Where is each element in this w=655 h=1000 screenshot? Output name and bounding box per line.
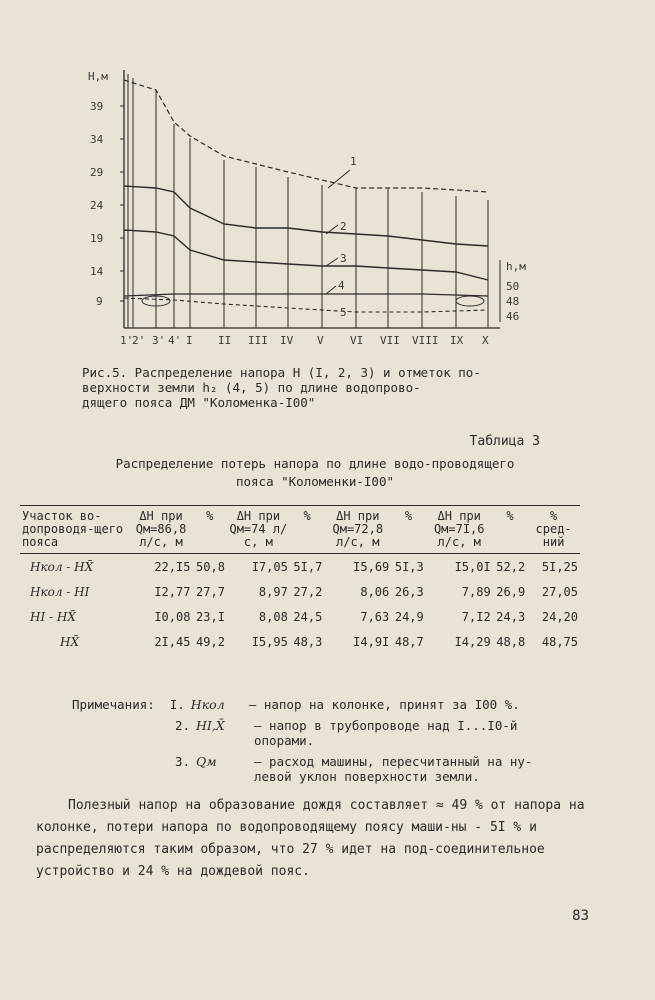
col-header-pct: % xyxy=(303,509,311,523)
x-tick: 3' xyxy=(152,334,166,347)
col-header-section: Участок во-допроводя-щего пояса xyxy=(22,509,124,549)
cell: 48,75 xyxy=(541,634,578,649)
x-tick: 1' xyxy=(120,334,134,347)
curve-label: 5 xyxy=(340,306,347,319)
curve-label: 1 xyxy=(350,155,357,168)
table-number: Таблица 3 xyxy=(469,434,540,449)
cell: 49,2 xyxy=(196,634,225,649)
y-tick: 9 xyxy=(96,295,103,308)
cell: I5,95 xyxy=(251,634,288,649)
cell: 23,I xyxy=(196,609,225,624)
col-header-q3: ΔH при Qм=72,8 л/с, м xyxy=(332,509,384,549)
col-header-q2: ΔH при Qм=74 л/с, м xyxy=(229,509,288,549)
figure-caption xyxy=(82,365,552,410)
caption-line: верхности земли h₂ (4, 5) по длине водопрово- xyxy=(82,380,421,395)
x-tick: I xyxy=(186,334,193,347)
col-header-pct: % xyxy=(206,509,214,523)
x-tick: IX xyxy=(450,334,464,347)
col-header-pct: % xyxy=(506,509,514,523)
x-tick: X xyxy=(482,334,489,347)
cell: 5I,7 xyxy=(293,559,323,574)
note-symbol: HI,X̄ xyxy=(196,718,225,733)
cell: I5,69 xyxy=(353,559,390,574)
cell: I4,29 xyxy=(454,634,491,649)
row-label: HX̄ xyxy=(60,634,80,649)
h-tick: 50 xyxy=(506,280,520,293)
cell: 7,89 xyxy=(461,584,491,599)
x-tick: 4' xyxy=(168,334,182,347)
cell: 8,08 xyxy=(258,609,288,624)
note-text: – напор на колонке, принят за I00 %. xyxy=(248,697,520,712)
curve-4 xyxy=(124,294,488,296)
note-num: 2. xyxy=(174,718,190,733)
col-header-q4: ΔH при Qм=7I,6 л/с, м xyxy=(433,509,485,549)
cell: 27,05 xyxy=(541,584,578,599)
curve-label: 2 xyxy=(340,220,347,233)
ground-mark-right xyxy=(456,296,484,306)
y-tick: 34 xyxy=(90,133,104,146)
cell: 7,63 xyxy=(360,609,390,624)
cell: 8,06 xyxy=(360,584,390,599)
note-num: I. xyxy=(169,697,185,712)
h-axis xyxy=(500,260,526,323)
curve-5 xyxy=(124,298,488,312)
cell: 50,8 xyxy=(196,559,225,574)
cell: I4,9I xyxy=(353,634,390,649)
cell: I5,0I xyxy=(454,559,491,574)
table-row xyxy=(20,579,580,604)
cell: 26,3 xyxy=(394,584,424,599)
cell: 5I,3 xyxy=(394,559,424,574)
cell: 24,20 xyxy=(541,609,578,624)
x-tick: VI xyxy=(350,334,364,347)
h-axis-label: h,м xyxy=(506,260,526,273)
cell: 2I,45 xyxy=(154,634,191,649)
y-tick: 19 xyxy=(90,232,104,245)
cell: 24,5 xyxy=(293,609,323,624)
cell: 24,9 xyxy=(394,609,424,624)
y-tick: 14 xyxy=(90,265,104,278)
row-label: Hкол - HI xyxy=(30,584,90,599)
loss-table xyxy=(20,505,580,654)
table-row xyxy=(20,629,580,654)
table-row xyxy=(20,554,580,580)
curve-label: 4 xyxy=(338,279,345,292)
note-text: – напор в трубопроводе над I...I0-й опорами. xyxy=(254,718,518,748)
cell: 48,7 xyxy=(394,634,424,649)
cell: 27,7 xyxy=(196,584,225,599)
cell: 52,2 xyxy=(496,559,526,574)
y-tick: 29 xyxy=(90,166,104,179)
table-header-row xyxy=(20,506,580,554)
x-tick: 2' xyxy=(132,334,146,347)
y-tick: 24 xyxy=(90,199,104,212)
x-tick: VII xyxy=(380,334,400,347)
notes-block xyxy=(72,697,544,790)
cell: I2,77 xyxy=(154,584,191,599)
table-row xyxy=(20,604,580,629)
x-tick: VIII xyxy=(412,334,439,347)
h-tick: 48 xyxy=(506,295,520,308)
x-tick: V xyxy=(317,334,324,347)
cell: 22,I5 xyxy=(154,559,191,574)
figure-svg xyxy=(70,60,526,360)
x-tick: III xyxy=(248,334,268,347)
caption-line: дящего пояса ДМ "Коломенка-I00" xyxy=(82,395,316,410)
note-num: 3. xyxy=(174,754,190,769)
cell: 48,8 xyxy=(496,634,526,649)
note-text: – расход машины, пересчитанный на ну-левой уклон поверхности земли. xyxy=(254,754,533,784)
curve-3 xyxy=(124,230,488,280)
y-tick: 39 xyxy=(90,100,104,113)
cell: I7,05 xyxy=(251,559,288,574)
notes-title: Примечания: xyxy=(72,697,155,712)
col-header-pct: % xyxy=(404,509,413,523)
h-tick: 46 xyxy=(506,310,520,323)
table-title: Распределение потерь напора по длине водо-проводящего пояса "Коломенки-I00" xyxy=(115,456,515,489)
cell: 26,9 xyxy=(496,584,526,599)
page-number: 83 xyxy=(572,908,589,924)
cell: 27,2 xyxy=(293,584,323,599)
row-label: HI - HX̄ xyxy=(30,609,76,624)
cell: 24,3 xyxy=(496,609,526,624)
cell: 7,I2 xyxy=(461,609,491,624)
pressure-distribution-figure xyxy=(70,60,526,360)
note-symbol: Qм xyxy=(196,754,217,769)
row-label: Hкол - HX̄ xyxy=(30,559,94,574)
col-header-q1: ΔH при Qм=86,8 л/с, м xyxy=(135,509,187,549)
x-ticks xyxy=(120,334,489,347)
body-paragraph: Полезный напор на образование дождя составляет ≈ 49 % от напора на колонке, потери напора по водопроводящему поясу маши-ны - 5I % и распределяются таким образом, что 27 % идет на под-соединительное устройство и 24 % на дождевой пояс. xyxy=(36,798,585,879)
x-tick: IV xyxy=(280,334,294,347)
cell: 8,97 xyxy=(258,584,288,599)
caption-line: Рис.5. Распределение напора H (I, 2, 3) и отметок по- xyxy=(82,365,481,380)
cell: 48,3 xyxy=(293,634,323,649)
y-ticks xyxy=(90,100,124,308)
curve-1 xyxy=(124,80,488,192)
cell: I0,08 xyxy=(154,609,191,624)
col-header-avg: % сред-ний xyxy=(535,509,572,549)
support-lines xyxy=(128,74,488,328)
x-tick: II xyxy=(218,334,232,347)
cell: 5I,25 xyxy=(541,559,578,574)
curve-label: 3 xyxy=(340,252,347,265)
y-axis-label: H,м xyxy=(88,70,108,83)
note-symbol: Hкол xyxy=(190,697,225,712)
curve-2 xyxy=(124,186,488,246)
